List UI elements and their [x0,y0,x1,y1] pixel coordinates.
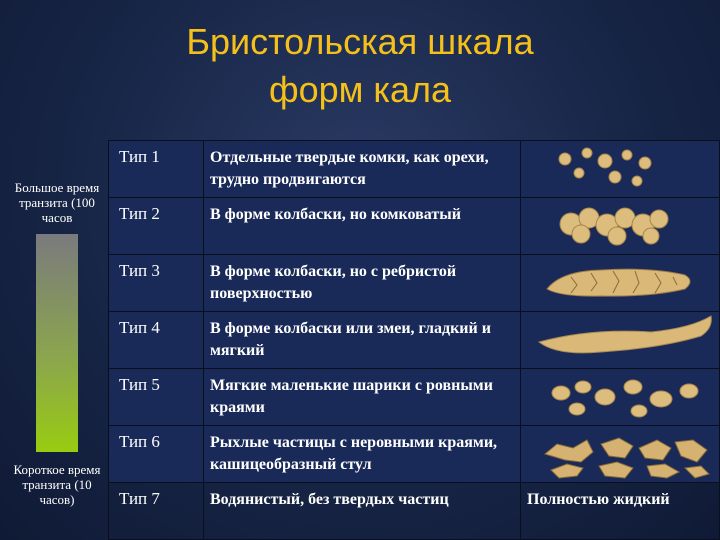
title-line-1: Бристольская шкала [186,21,534,62]
table-row [109,369,720,426]
type-description: Водянистый, без твердых частиц [210,491,449,508]
type2-illustration [521,198,720,255]
type3-illustration [521,255,720,312]
transit-long-label: Большое время транзита (100 часов [14,180,100,225]
table-row [109,255,720,312]
type-description: Отдельные твердые комки, как орехи, трудно продвигаются [210,149,489,188]
transit-short-label: Короткое время транзита (10 часов) [13,462,101,507]
table-row [109,426,720,483]
transit-gradient-bar [36,234,78,452]
type6-illustration [521,426,720,483]
table-row [109,312,720,369]
type-description: В форме колбаски или змеи, гладкий и мягкий [210,320,491,359]
type-description: Мягкие маленькие шарики с ровными краями [210,377,493,416]
title-line-2: форм кала [268,69,451,110]
table-row [109,483,720,540]
type-label: Тип 5 [119,375,160,394]
type-label: Тип 4 [119,318,160,337]
table-row [109,141,720,198]
bristol-table [108,140,720,540]
type-description: В форме колбаски, но с ребристой поверхностью [210,263,457,302]
type-label: Тип 1 [119,147,160,166]
type-description: В форме колбаски, но комковатый [210,206,461,223]
type7-note: Полностью жидкий [527,491,670,508]
type-description: Рыхлые частицы с неровными краями, кашицеобразный стул [210,434,498,473]
type-label: Тип 3 [119,261,160,280]
type1-illustration [521,141,720,198]
table-row [109,198,720,255]
type5-illustration [521,369,720,426]
type-label: Тип 6 [119,432,160,451]
type-label: Тип 2 [119,204,160,223]
type-label: Тип 7 [119,489,160,508]
page-title [0,18,720,114]
type4-illustration [521,312,720,369]
